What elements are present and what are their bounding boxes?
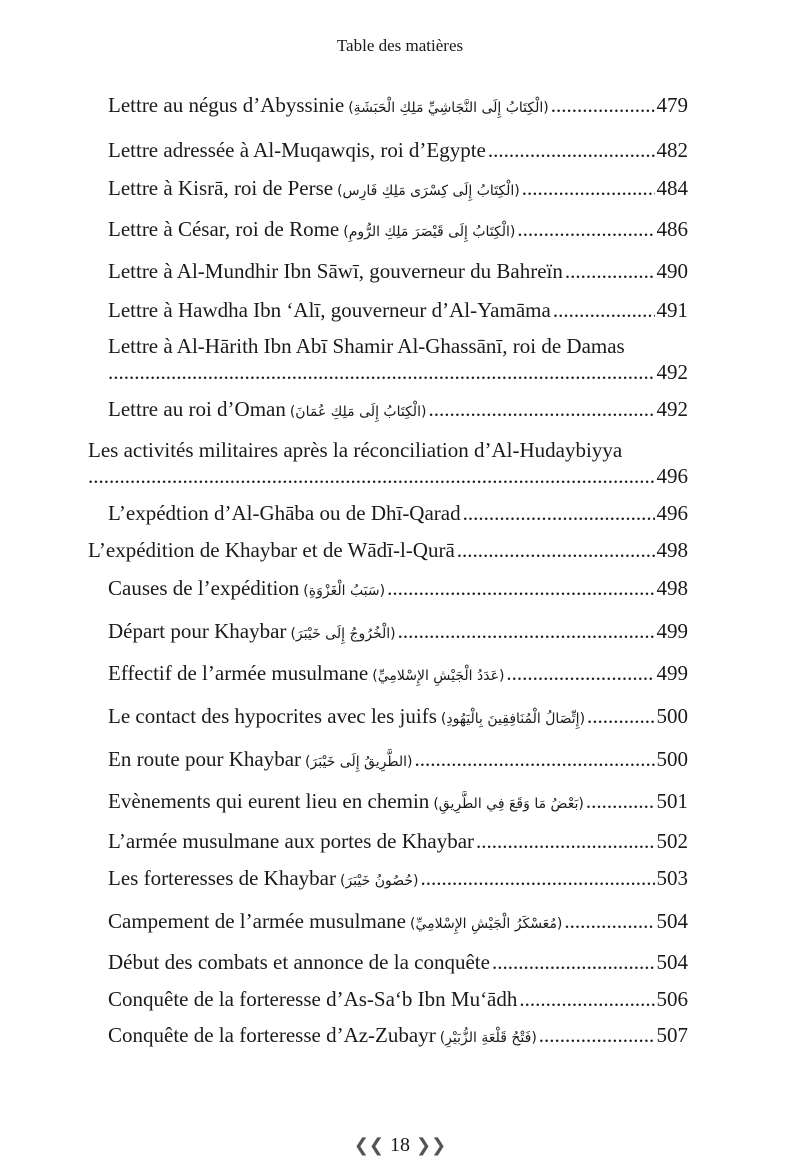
toc-entry-page: 506	[656, 987, 688, 1011]
leader-dots	[519, 986, 654, 1012]
leader-dots	[421, 865, 655, 891]
toc-entry-arabic: (مُعَسْكَرُ الْجَيْشِ الإِسْلامِيِّ)	[409, 916, 563, 932]
leader-dots	[492, 949, 655, 975]
toc-entry-page: 484	[656, 176, 688, 200]
toc-entry[interactable]	[108, 703, 688, 732]
toc-entry-wrapped[interactable]	[108, 333, 688, 359]
toc-entry[interactable]	[108, 908, 688, 937]
toc-entry[interactable]	[108, 618, 688, 647]
toc-entry[interactable]	[108, 788, 688, 817]
toc-entry-title: Conquête de la forteresse d’As-Sa‘b Ibn Mu‘ādh	[108, 987, 518, 1011]
toc-entry[interactable]	[108, 746, 688, 775]
leader-dots	[108, 359, 655, 385]
toc-entry[interactable]	[108, 92, 688, 121]
toc-entry-title: En route pour Khaybar	[108, 747, 302, 771]
leader-dots	[476, 828, 654, 854]
toc-entry-page: 498	[656, 538, 688, 562]
toc-entry-page: 504	[656, 909, 688, 933]
toc-entry-title: Conquête de la forteresse d’Az-Zubayr	[108, 1023, 436, 1047]
toc-entry[interactable]	[108, 137, 688, 163]
toc-entry-page: 492	[656, 397, 688, 421]
toc-section-wrapped[interactable]	[88, 437, 688, 463]
toc-entry-arabic: (سَبَبُ الْغَزْوَةِ)	[303, 583, 386, 599]
toc-entry-page: 492	[656, 360, 688, 384]
toc-entry-arabic: (الْكِتَابُ إِلَى النَّجَاشِيِّ مَلِكِ الْحَبَشَةِ)	[348, 100, 549, 116]
toc-entry-arabic: (الْخُرُوجُ إِلَى خَيْبَرَ)	[290, 626, 396, 642]
toc-entry-page: 491	[656, 298, 688, 322]
toc-entry-title: Effectif de l’armée musulmane	[108, 661, 369, 685]
toc-entry[interactable]	[108, 500, 688, 526]
leader-dots	[587, 703, 654, 729]
leader-dots	[88, 463, 655, 489]
toc-entry[interactable]	[108, 396, 688, 425]
toc-entry-title: Evènements qui eurent lieu en chemin	[108, 789, 430, 813]
toc-entry-page: 496	[656, 501, 688, 525]
toc-entry-arabic: (بَعْضُ مَا وَقَعَ فِي الطَّرِيقِ)	[433, 796, 584, 812]
ornament-right-icon: ❯❯	[416, 1135, 447, 1156]
leader-dots	[428, 396, 654, 422]
toc-entry-continuation	[108, 359, 688, 385]
toc-entry-page: 486	[656, 217, 688, 241]
toc-entry-title: Lettre adressée à Al-Muqawqis, roi d’Egypte	[108, 138, 486, 162]
toc-section-title: L’expédition de Khaybar et de Wādī-l-Qurā	[88, 538, 455, 562]
toc-entry-arabic: (فَتْحُ قَلْعَةِ الزُّبَيْرِ)	[439, 1030, 537, 1046]
leader-dots	[586, 788, 655, 814]
toc-entry-page: 500	[656, 747, 688, 771]
toc-entry-page: 490	[656, 259, 688, 283]
toc-entry-page: 499	[656, 619, 688, 643]
leader-dots	[414, 746, 654, 772]
ornament-left-icon: ❮❮	[353, 1135, 384, 1156]
toc-entry[interactable]	[108, 865, 688, 894]
toc-entry-arabic: (الْكِتَابُ إِلَى مَلِكِ عُمَانَ)	[289, 404, 427, 420]
toc-entry-title: Lettre au roi d’Oman	[108, 397, 286, 421]
running-header: Table des matières	[336, 36, 464, 55]
toc-entry-page: 496	[656, 464, 688, 488]
toc-entry-title: Lettre à César, roi de Rome	[108, 217, 340, 241]
toc-entry-title: Début des combats et annonce de la conquête	[108, 950, 490, 974]
leader-dots	[517, 216, 654, 242]
leader-dots	[522, 175, 655, 201]
toc-entry-page: 507	[656, 1023, 688, 1047]
toc-entry-title: Campement de l’armée musulmane	[108, 909, 406, 933]
toc-entry-title: Lettre à Hawdha Ibn ‘Alī, gouverneur d’Al-Yamāma	[108, 298, 551, 322]
toc-entry[interactable]	[108, 297, 688, 323]
toc-entry[interactable]	[108, 575, 688, 604]
leader-dots	[539, 1022, 655, 1048]
toc-entry[interactable]	[108, 216, 688, 245]
toc-entry-title: L’expédtion d’Al-Ghāba ou de Dhī-Qarad	[108, 501, 461, 525]
toc-entry-title: Lettre à Al-Hārith Ibn Abī Shamir Al-Ghassānī, roi de Damas	[108, 334, 625, 358]
toc-entry-title: Causes de l’expédition	[108, 576, 300, 600]
toc-entry[interactable]	[108, 258, 688, 284]
toc-entry-page: 501	[656, 789, 688, 813]
leader-dots	[488, 137, 655, 163]
leader-dots	[398, 618, 655, 644]
toc-entry-title: Départ pour Khaybar	[108, 619, 287, 643]
toc-entry-arabic: (عَدَدُ الْجَيْشِ الإِسْلامِيِّ)	[372, 668, 505, 684]
leader-dots	[506, 660, 654, 686]
toc-entry[interactable]	[108, 1022, 688, 1051]
leader-dots	[551, 92, 655, 118]
toc-entry-title: Le contact des hypocrites avec les juifs	[108, 704, 437, 728]
toc-entry-arabic: (الْكِتَابُ إِلَى كِسْرَى مَلِكِ فَارِس)	[337, 183, 520, 199]
toc-entry-arabic: (الطَّرِيقُ إِلَى خَيْبَرَ)	[305, 754, 413, 770]
toc-entry[interactable]	[108, 986, 688, 1012]
page-number: 18	[390, 1134, 410, 1156]
toc-entry-page: 503	[656, 866, 688, 890]
toc-entry-page: 482	[656, 138, 688, 162]
toc-entry-arabic: (الْكِتَابُ إِلَى قَيْصَرَ مَلِكِ الرُّومِ)	[343, 224, 516, 240]
leader-dots	[553, 297, 655, 323]
toc-entry-page: 479	[656, 93, 688, 117]
page-footer	[0, 1134, 800, 1157]
toc-entry-page: 500	[656, 704, 688, 728]
toc-entry-title: Lettre au négus d’Abyssinie	[108, 93, 345, 117]
toc-entry-page: 504	[656, 950, 688, 974]
toc-section-title: Les activités militaires après la réconciliation d’Al-Hudaybiyya	[88, 438, 623, 462]
toc-entry-title: Lettre à Kisrā, roi de Perse	[108, 176, 334, 200]
leader-dots	[387, 575, 654, 601]
toc-entry-page: 502	[656, 829, 688, 853]
toc-entry-arabic: (إِتِّصَالُ الْمُنَافِقِينَ بِالْيَهُودِ)	[440, 711, 586, 727]
toc-section[interactable]	[88, 537, 688, 563]
toc-entry[interactable]	[108, 175, 688, 204]
toc-entry[interactable]	[108, 949, 688, 975]
toc-entry[interactable]	[108, 828, 688, 854]
toc-entry-title: L’armée musulmane aux portes de Khaybar	[108, 829, 475, 853]
leader-dots	[457, 537, 655, 563]
leader-dots	[565, 258, 655, 284]
toc-entry-page: 498	[656, 576, 688, 600]
leader-dots	[564, 908, 654, 934]
toc-entry-continuation	[88, 463, 688, 489]
toc-entry-page: 499	[656, 661, 688, 685]
toc-entry-title: Lettre à Al-Mundhir Ibn Sāwī, gouverneur du Bahreïn	[108, 259, 563, 283]
toc-entry[interactable]	[108, 660, 688, 689]
toc-entry-arabic: (حُصُونُ خَيْبَرَ)	[340, 873, 419, 889]
toc-entry-title: Les forteresses de Khaybar	[108, 866, 336, 890]
leader-dots	[463, 500, 655, 526]
